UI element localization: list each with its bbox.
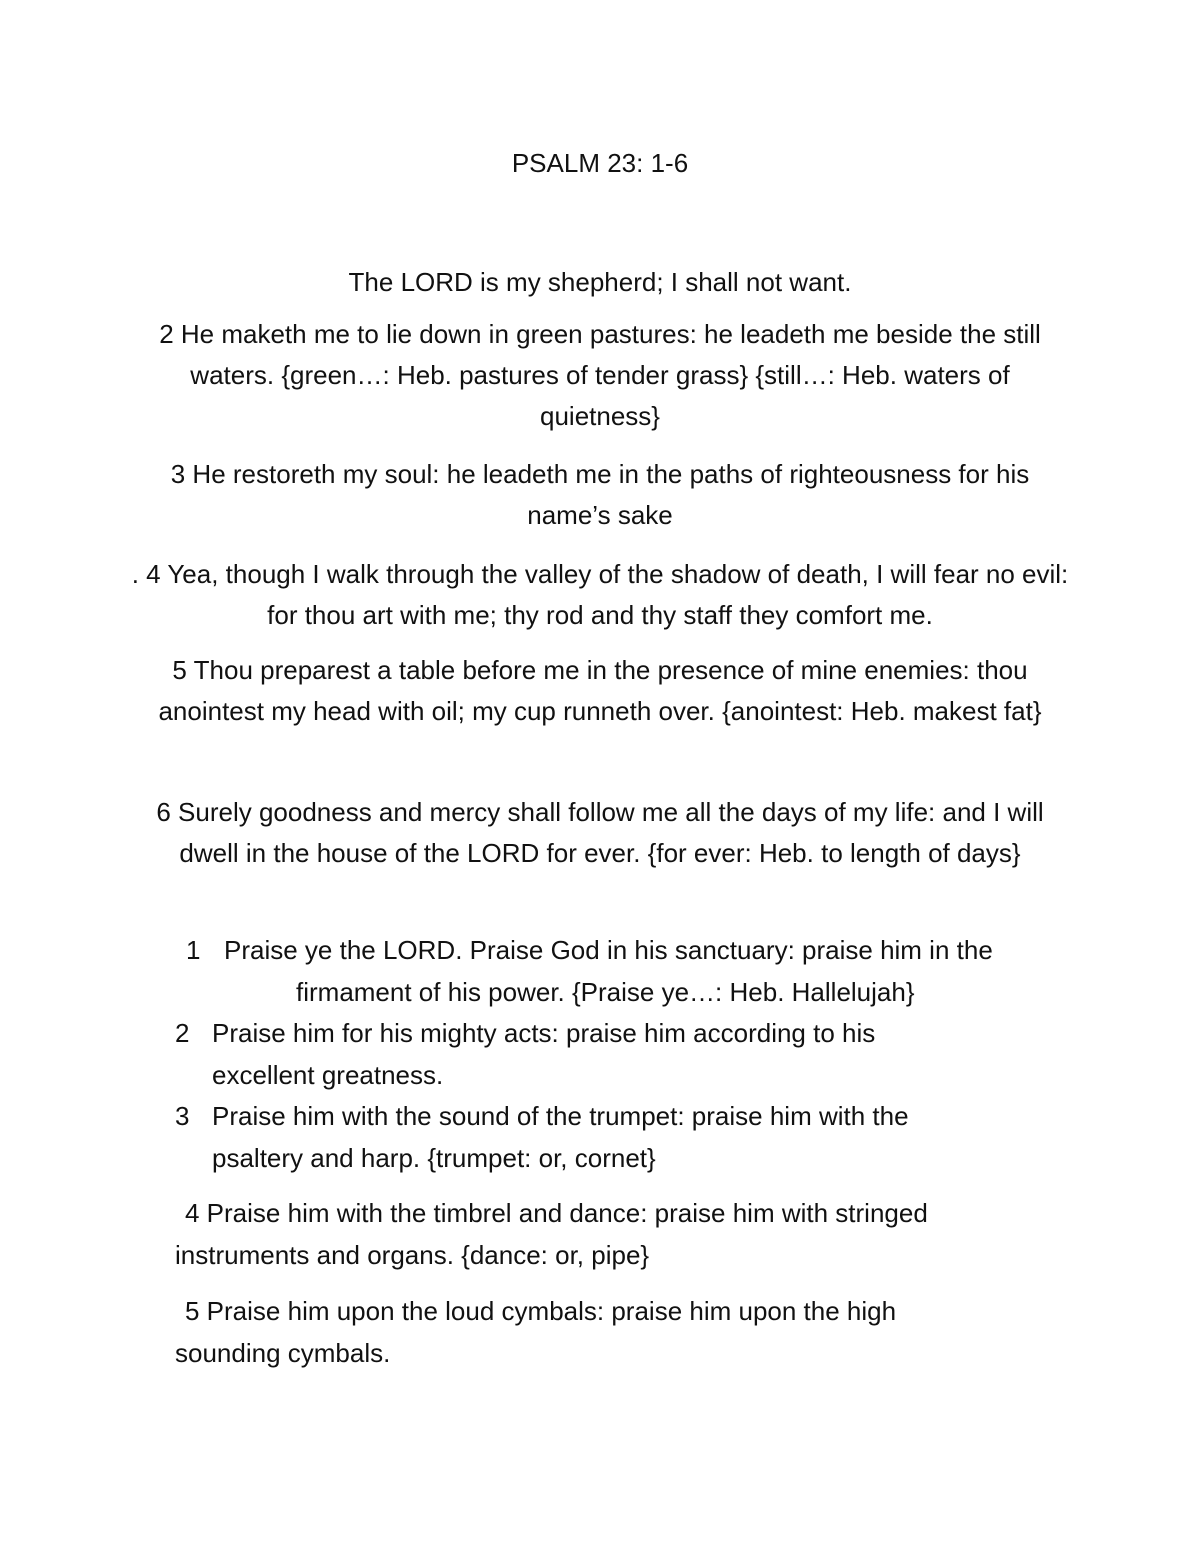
- list-item-line: 5 Praise him upon the loud cymbals: praise him upon the high: [185, 1296, 897, 1326]
- page-title: PSALM 23: 1-6: [511, 148, 689, 178]
- list-item-line: Praise him for his mighty acts: praise him according to his: [212, 1018, 876, 1048]
- list-item-line: Praise him with the sound of the trumpet: praise him with the: [212, 1101, 909, 1131]
- verse-3: 3 He restoreth my soul: he leadeth me in the paths of righteousness for his name’s sake: [170, 459, 1030, 530]
- verse-4: . 4 Yea, though I walk through the valley of the shadow of death, I will fear no evil: for thou art with me; thy rod and thy staff they comfort me.: [131, 559, 1069, 630]
- verse-6: 6 Surely goodness and mercy shall follow me all the days of my life: and I will dwell in the house of the LORD for ever. {for ever: Heb. to length of days}: [156, 797, 1044, 868]
- list-item-line: firmament of his power. {Praise ye…: Heb. Hallelujah}: [296, 977, 915, 1007]
- list-item-line: psaltery and harp. {trumpet: or, cornet}: [212, 1143, 656, 1173]
- list-item-line: Praise ye the LORD. Praise God in his sanctuary: praise him in the: [224, 935, 993, 965]
- list-item-number: 2: [175, 1018, 190, 1048]
- verse-1: The LORD is my shepherd; I shall not want.: [348, 267, 852, 297]
- list-item-line: excellent greatness.: [212, 1060, 444, 1090]
- list-item-number: 1: [186, 935, 201, 965]
- list-item-line: sounding cymbals.: [175, 1338, 391, 1368]
- verse-2: 2 He maketh me to lie down in green pastures: he leadeth me beside the still waters. {green…: Heb. pastures of tender grass} {still…: Heb. waters of quietness}: [159, 319, 1041, 431]
- list-item-line: instruments and organs. {dance: or, pipe}: [175, 1240, 650, 1270]
- list-item-number: 3: [175, 1101, 190, 1131]
- verse-5: 5 Thou preparest a table before me in the presence of mine enemies: thou anointest my head with oil; my cup runneth over. {anointest: Heb. makest fat}: [158, 655, 1042, 726]
- list-item-line: 4 Praise him with the timbrel and dance: praise him with stringed: [185, 1198, 928, 1228]
